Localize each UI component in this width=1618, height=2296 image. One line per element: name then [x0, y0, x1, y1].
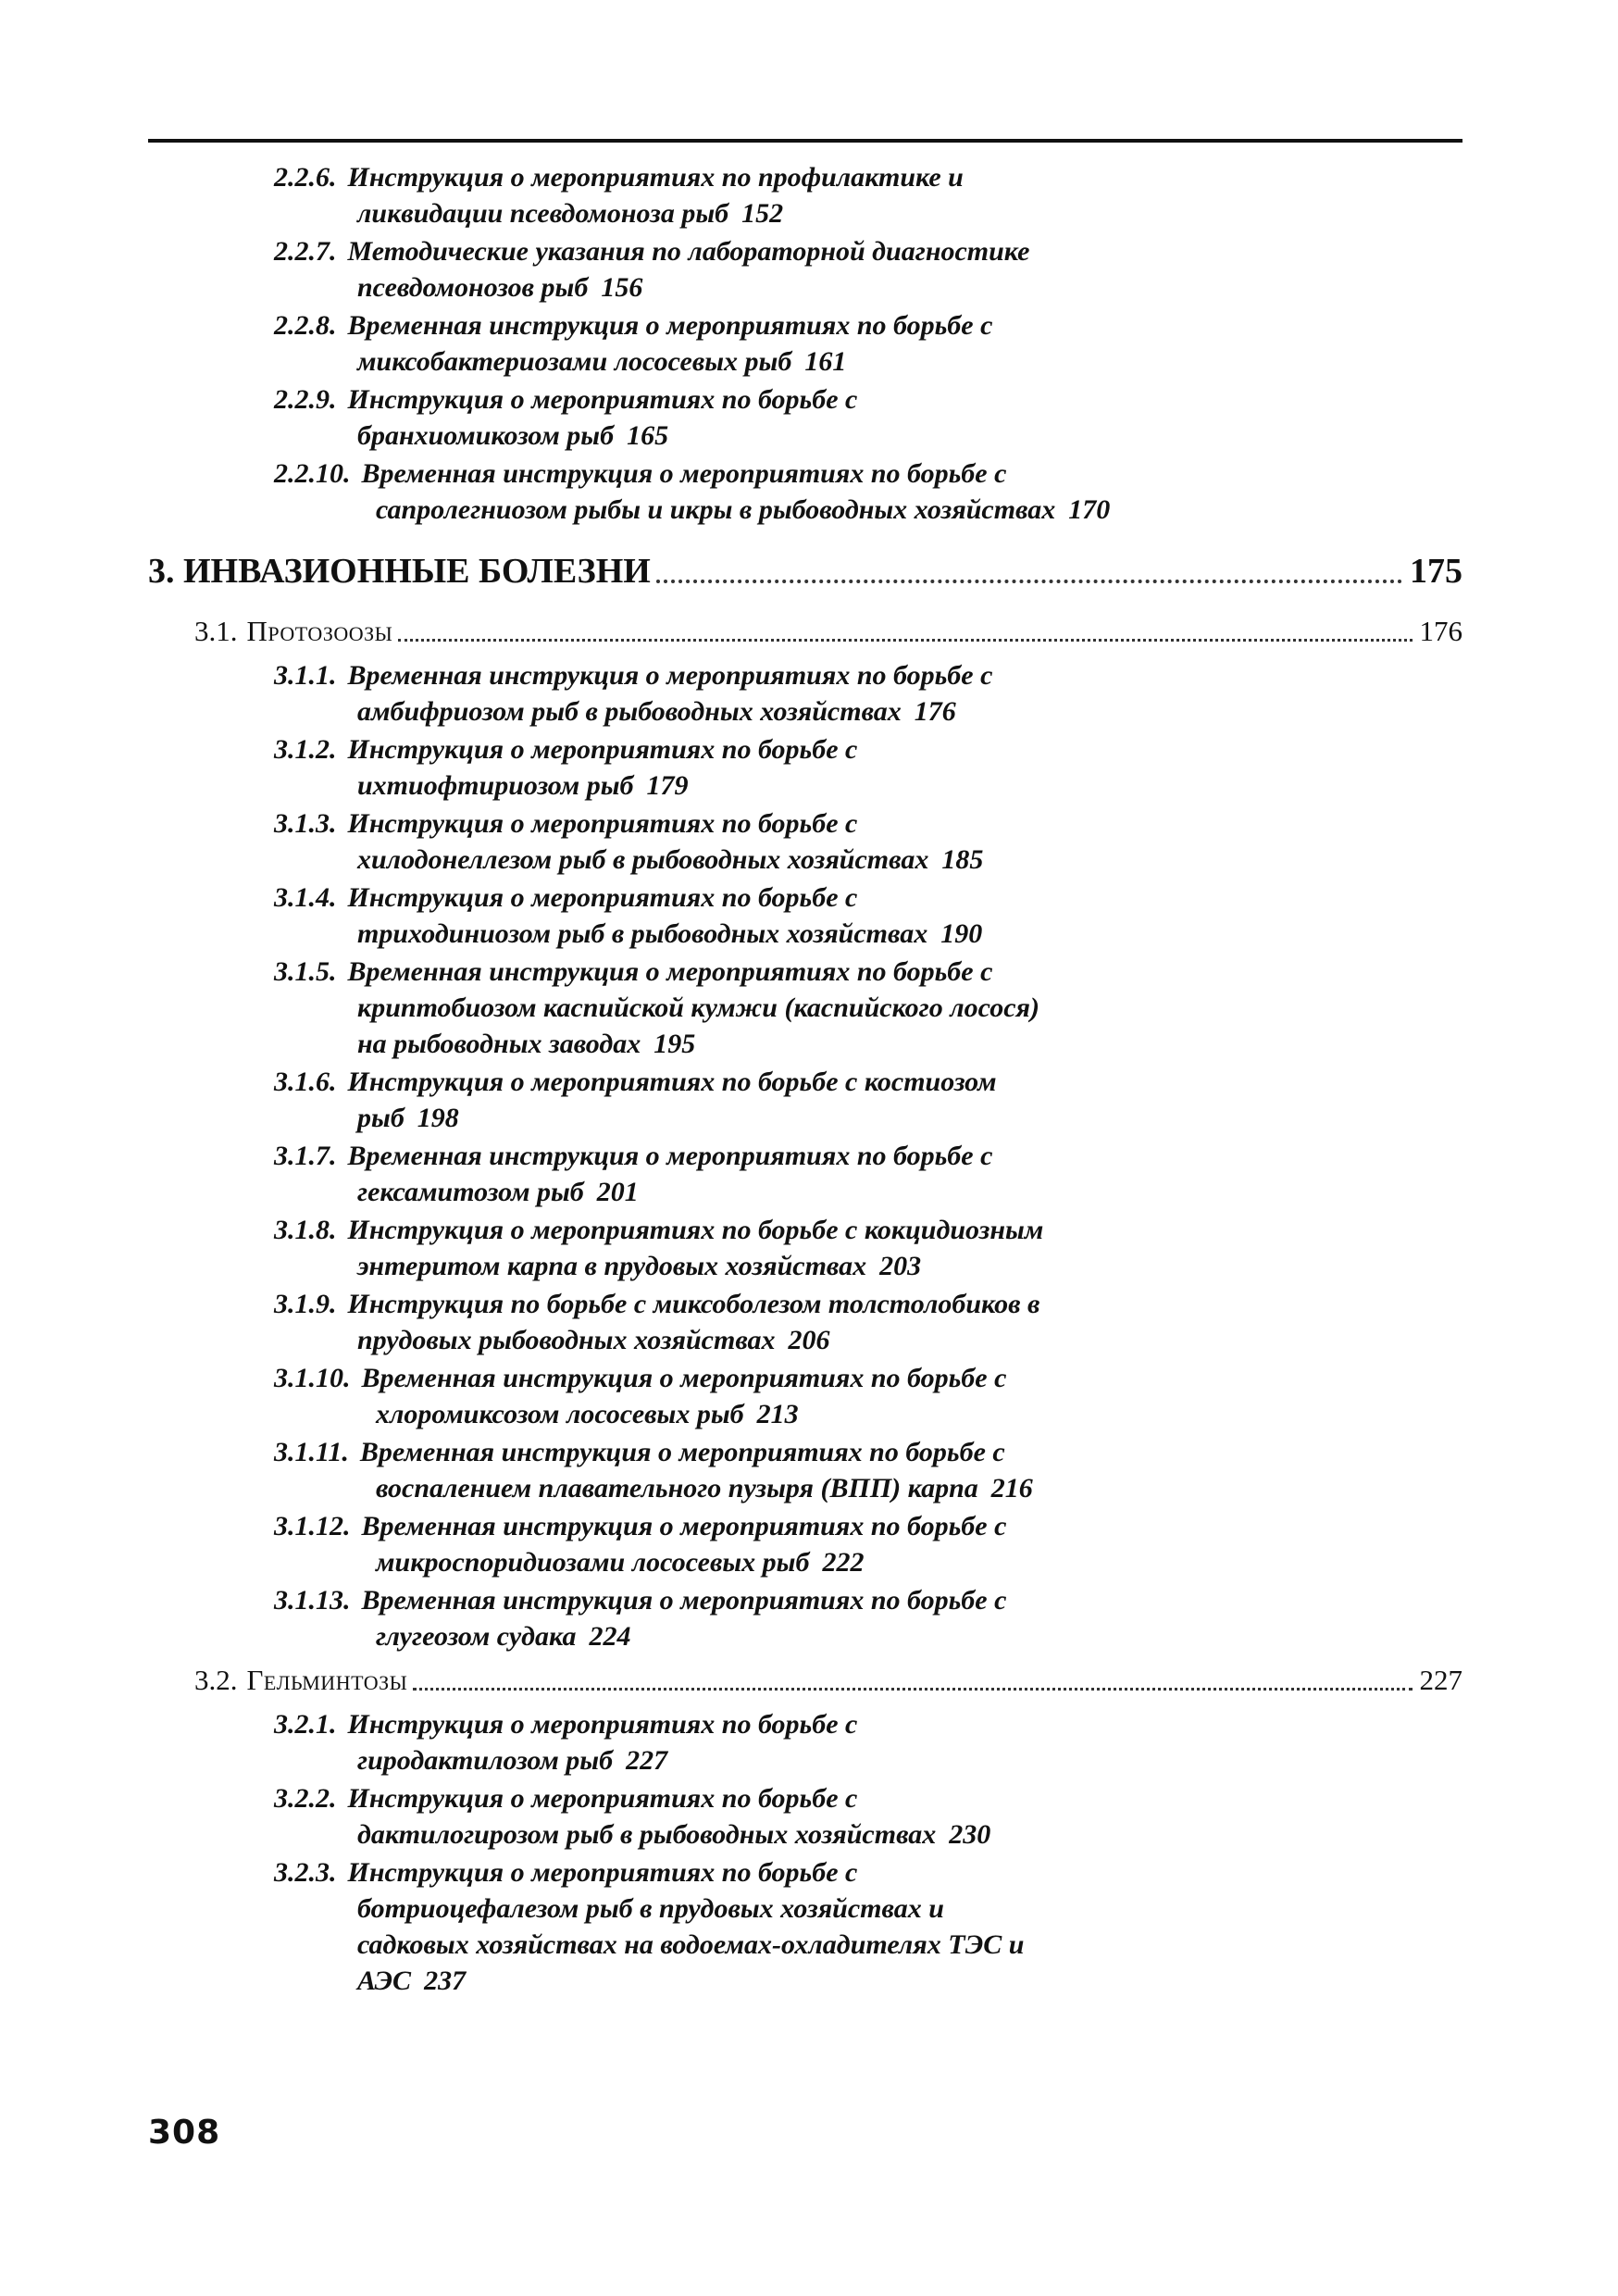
toc-entry-last-line: [274, 1322, 1462, 1358]
toc-entry-line: [274, 1582, 1462, 1618]
entry-page: 195: [653, 1029, 696, 1059]
entry-title-line: хилодонеллезом рыб в рыбоводных хозяйствах: [357, 844, 929, 875]
toc-entry-line: [274, 233, 1462, 269]
entry-title-line: ликвидации псевдомоноза рыб: [357, 198, 729, 229]
entry-number: 2.2.10.: [274, 458, 351, 489]
entry-title-line: Инструкция о мероприятиях по борьбе с: [347, 808, 858, 839]
toc-entry-line: [274, 1780, 1462, 1816]
toc-entry-line: [274, 1212, 1462, 1248]
toc-entry-last-line: [274, 1544, 1462, 1580]
page-number: 308: [148, 2114, 221, 2152]
entry-title-line: миксобактериозами лососевых рыб: [357, 346, 792, 377]
toc-entry-line: [274, 1360, 1462, 1396]
toc-entry-line: [274, 1138, 1462, 1174]
entry-title-line: Инструкция о мероприятиях по борьбе с костиозом: [347, 1067, 997, 1097]
toc-entry-last-line: [274, 1174, 1462, 1210]
toc-entry-last-line: [274, 492, 1462, 528]
toc-entry-last-line: [274, 1742, 1462, 1778]
entry-page: 227: [626, 1745, 668, 1776]
entry-page: 190: [940, 918, 983, 949]
entry-number: 2.2.6.: [274, 162, 337, 193]
section-page: 176: [1419, 615, 1462, 647]
toc-entry-line: [274, 455, 1462, 492]
toc-section-1-entries: [148, 657, 1462, 1654]
toc-entry-line: [274, 1927, 1462, 1963]
entry-page: 176: [914, 696, 956, 727]
entry-title-line: воспалением плавательного пузыря (ВПП) карпа: [376, 1473, 978, 1504]
entry-title-line: Временная инструкция о мероприятиях по борьбе с: [361, 1511, 1007, 1541]
toc-entry-line: [274, 805, 1462, 842]
entry-number: 3.1.1.: [274, 660, 337, 691]
toc-entry-last-line: [274, 1963, 1462, 1999]
entry-title-line: Временная инструкция о мероприятиях по борьбе с: [361, 1585, 1007, 1616]
toc-entry[interactable]: [148, 1138, 1462, 1210]
entry-page: 201: [596, 1177, 639, 1207]
toc-entry[interactable]: [148, 1706, 1462, 1778]
entry-page: 161: [804, 346, 847, 377]
entry-number: 2.2.7.: [274, 236, 337, 267]
toc-entry-last-line: [274, 1618, 1462, 1654]
entry-number: 3.1.9.: [274, 1289, 337, 1319]
entry-number: 2.2.9.: [274, 384, 337, 415]
entry-page: 156: [601, 272, 643, 303]
entry-title-line: гексамитозом рыб: [357, 1177, 584, 1207]
entry-title-line: Временная инструкция о мероприятиях по борьбе с: [347, 1141, 993, 1171]
entry-page: 213: [756, 1399, 799, 1429]
toc-entry-line: [274, 1706, 1462, 1742]
toc-entry-line: [274, 731, 1462, 767]
entry-title-line: Инструкция о мероприятиях по борьбе с: [347, 734, 858, 765]
toc-entry-line: [274, 159, 1462, 195]
chapter-page: 175: [1410, 552, 1462, 591]
entry-number: 3.1.13.: [274, 1585, 351, 1616]
toc-section-heading[interactable]: [148, 613, 1462, 650]
toc-entry[interactable]: [148, 1434, 1462, 1506]
toc-entry-last-line: [274, 1816, 1462, 1853]
entry-page: 203: [879, 1251, 922, 1281]
entry-title-line: дактилогирозом рыб в рыбоводных хозяйствах: [357, 1819, 937, 1850]
entry-title-line: Инструкция о мероприятиях по борьбе с: [347, 1783, 858, 1814]
section-number: 3.2.: [194, 1664, 238, 1696]
toc-entry-line: [274, 1286, 1462, 1322]
entry-number: 3.1.8.: [274, 1215, 337, 1245]
entry-title-line: Инструкция о мероприятиях по борьбе с: [347, 384, 858, 415]
entry-number: 3.1.4.: [274, 882, 337, 913]
toc-chapter-heading[interactable]: [148, 550, 1462, 593]
toc-entry-line: [274, 880, 1462, 916]
entry-number: 3.1.3.: [274, 808, 337, 839]
entry-title-line: Инструкция о мероприятиях по борьбе с: [347, 1709, 858, 1740]
entry-title-line: амбифриозом рыб в рыбоводных хозяйствах: [357, 696, 902, 727]
entry-title-line: гиродактилозом рыб: [357, 1745, 614, 1776]
entry-number: 3.2.3.: [274, 1857, 337, 1888]
entry-number: 3.1.10.: [274, 1363, 351, 1393]
toc-entry-line: [274, 1064, 1462, 1100]
entry-title-line: Временная инструкция о мероприятиях по борьбе с: [347, 660, 993, 691]
toc-section-2-entries: [148, 1706, 1462, 1999]
toc-entry-line: [274, 307, 1462, 343]
toc-entry-last-line: [274, 1396, 1462, 1432]
entry-title-line: садковых хозяйствах на водоемах-охладителях ТЭС и: [357, 1929, 1025, 1960]
toc-entry[interactable]: [148, 1212, 1462, 1284]
toc-entry[interactable]: [148, 1582, 1462, 1654]
section-number: 3.1.: [194, 615, 238, 647]
entry-title-line: Временная инструкция о мероприятиях по борьбе с: [361, 1363, 1007, 1393]
entry-page: 152: [741, 198, 784, 229]
entry-title-line: сапролегниозом рыбы и икры в рыбоводных хозяйствах: [376, 494, 1056, 525]
entry-number: 3.2.1.: [274, 1709, 337, 1740]
toc-entry-last-line: [274, 916, 1462, 952]
entry-title-line: Временная инструкция о мероприятиях по борьбе с: [361, 458, 1007, 489]
toc-entry-last-line: [274, 1470, 1462, 1506]
section-title: Протозоозы: [246, 615, 393, 647]
entry-title-line: Инструкция по борьбе с миксоболезом толстолобиков в: [347, 1289, 1040, 1319]
toc-section-heading[interactable]: [148, 1662, 1462, 1699]
entry-title-line: хлоромиксозом лососевых рыб: [376, 1399, 744, 1429]
toc-entry[interactable]: [148, 1508, 1462, 1580]
top-rule: [148, 139, 1462, 143]
toc-entry[interactable]: [148, 657, 1462, 730]
entry-title-line: Временная инструкция о мероприятиях по борьбе с: [359, 1437, 1005, 1467]
toc-entry[interactable]: [148, 954, 1462, 1062]
toc-entry-last-line: [274, 1248, 1462, 1284]
entry-title-line: микроспоридиозами лососевых рыб: [376, 1547, 810, 1578]
toc-entry[interactable]: [148, 880, 1462, 952]
entry-title-line: криптобиозом каспийской кумжи (каспийского лосося): [357, 992, 1039, 1023]
toc-entry[interactable]: [148, 1780, 1462, 1853]
dot-leader: [398, 639, 1412, 642]
toc-entry[interactable]: [148, 381, 1462, 454]
toc-entry-line: [274, 1854, 1462, 1890]
entry-number: 3.1.7.: [274, 1141, 337, 1171]
entry-title-line: бранхиомикозом рыб: [357, 420, 615, 451]
entry-page: 224: [589, 1621, 631, 1652]
entry-page: 179: [646, 770, 689, 801]
toc-entry-last-line: [274, 1100, 1462, 1136]
toc-entry-last-line: [274, 767, 1462, 804]
entry-title-line: триходиниозом рыб в рыбоводных хозяйствах: [357, 918, 928, 949]
toc-entry[interactable]: [148, 731, 1462, 804]
entry-title-line: АЭС: [357, 1965, 412, 1996]
toc-entry[interactable]: [148, 805, 1462, 878]
dot-leader: [413, 1688, 1412, 1691]
entry-title-line: Инструкция о мероприятиях по борьбе с кокцидиозным: [347, 1215, 1044, 1245]
entry-number: 3.1.2.: [274, 734, 337, 765]
entry-number: 2.2.8.: [274, 310, 337, 341]
entry-page: 216: [990, 1473, 1033, 1504]
entry-title-line: рыб: [357, 1103, 404, 1133]
entry-title-line: ихтиофтириозом рыб: [357, 770, 634, 801]
entry-number: 3.2.2.: [274, 1783, 337, 1814]
entry-title-line: Инструкция о мероприятиях по профилактике и: [347, 162, 964, 193]
entry-title-line: Временная инструкция о мероприятиях по борьбе с: [347, 956, 993, 987]
toc-entry-line: [274, 1508, 1462, 1544]
toc-entry[interactable]: [148, 1286, 1462, 1358]
entry-title-line: на рыбоводных заводах: [357, 1029, 641, 1059]
entry-title-line: Инструкция о мероприятиях по борьбе с: [347, 882, 858, 913]
toc-entry[interactable]: [148, 159, 1462, 231]
toc-entry-line: [274, 381, 1462, 418]
entry-page: 170: [1068, 494, 1111, 525]
entry-page: 198: [417, 1103, 459, 1133]
entry-number: 3.1.12.: [274, 1511, 351, 1541]
toc-entry[interactable]: [148, 307, 1462, 380]
toc-entry-last-line: [274, 343, 1462, 380]
entry-number: 3.1.6.: [274, 1067, 337, 1097]
toc-entry[interactable]: [148, 233, 1462, 306]
toc-top-entries: [148, 159, 1462, 528]
toc-entry[interactable]: [148, 1064, 1462, 1136]
entry-page: 237: [424, 1965, 467, 1996]
entry-title-line: Методические указания по лабораторной диагностике: [347, 236, 1030, 267]
entry-title-line: прудовых рыбоводных хозяйствах: [357, 1325, 776, 1355]
entry-title-line: глугеозом судака: [376, 1621, 577, 1652]
entry-title-line: Временная инструкция о мероприятиях по борьбе с: [347, 310, 993, 341]
entry-page: 222: [822, 1547, 865, 1578]
entry-number: 3.1.11.: [274, 1437, 349, 1467]
entry-title-line: псевдомонозов рыб: [357, 272, 589, 303]
entry-page: 206: [788, 1325, 830, 1355]
toc-entry-line: [274, 657, 1462, 693]
entry-title-line: ботриоцефалезом рыб в прудовых хозяйствах и: [357, 1893, 944, 1924]
entry-number: 3.1.5.: [274, 956, 337, 987]
section-page: 227: [1419, 1664, 1462, 1696]
dot-leader: [656, 580, 1402, 583]
toc-entry[interactable]: [148, 1854, 1462, 1999]
toc-entry-last-line: [274, 842, 1462, 878]
toc-entry-line: [274, 1890, 1462, 1927]
toc-entry-line: [274, 1434, 1462, 1470]
toc-entry-last-line: [274, 195, 1462, 231]
toc-entry-line: [274, 954, 1462, 990]
toc-entry[interactable]: [148, 455, 1462, 528]
toc-entry-last-line: [274, 1026, 1462, 1062]
toc-entry-last-line: [274, 418, 1462, 454]
entry-page: 185: [941, 844, 984, 875]
entry-title-line: энтеритом карпа в прудовых хозяйствах: [357, 1251, 867, 1281]
toc-entry[interactable]: [148, 1360, 1462, 1432]
entry-page: 230: [949, 1819, 991, 1850]
toc-entry-line: [274, 990, 1462, 1026]
table-of-contents: [148, 159, 1462, 2001]
entry-page: 165: [627, 420, 669, 451]
section-title: Гельминтозы: [246, 1664, 408, 1696]
chapter-title: 3. ИНВАЗИОННЫЕ БОЛЕЗНИ: [148, 552, 651, 591]
toc-entry-last-line: [274, 693, 1462, 730]
toc-entry-last-line: [274, 269, 1462, 306]
entry-title-line: Инструкция о мероприятиях по борьбе с: [347, 1857, 858, 1888]
